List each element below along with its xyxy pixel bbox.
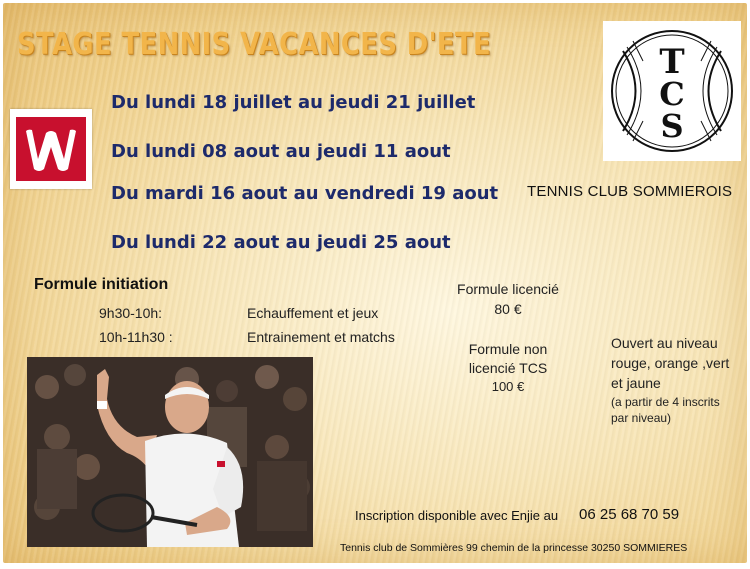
tcs-letter-c: C (659, 75, 685, 113)
club-address: Tennis club de Sommières 99 chemin de la princesse 30250 SOMMIERES (340, 542, 688, 554)
formule-licencie-label: Formule licencié (457, 281, 559, 297)
date-line-1: Du lundi 18 juillet au jeudi 21 juillet (111, 92, 476, 113)
formule-non-licencie-price: 100 € (491, 379, 525, 394)
formule-non-licencie-label-1: Formule non (468, 341, 548, 357)
date-line-4: Du lundi 22 aout au jeudi 25 aout (111, 232, 451, 253)
tcs-logo (603, 21, 741, 161)
schedule-activity-1: Echauffement et jeux (247, 305, 379, 321)
flyer-title: STAGE TENNIS VACANCES D'ETE (17, 27, 492, 62)
wilson-w-icon (16, 117, 86, 181)
niveau-line-2: rouge, orange ,vert (611, 355, 730, 371)
tcs-letter-t: T (659, 42, 685, 82)
flyer (3, 3, 747, 563)
schedule-time-1: 9h30-10h: (99, 305, 163, 321)
phone-number: 06 25 68 70 59 (579, 506, 680, 523)
wilson-logo (10, 109, 92, 189)
date-line-2: Du lundi 08 aout au jeudi 11 aout (111, 141, 451, 162)
club-name: TENNIS CLUB SOMMIEROIS (527, 183, 733, 200)
schedule-time-2: 10h-11h30 : (99, 329, 173, 345)
niveau-line-3: et jaune (611, 375, 661, 391)
formule-non-licencie-label-2: licencié TCS (468, 360, 548, 376)
date-line-3: Du mardi 16 aout au vendredi 19 aout (111, 183, 499, 204)
tcs-ball-icon (603, 21, 741, 161)
wilson-logo-badge (16, 117, 86, 181)
niveau-line-1: Ouvert au niveau (611, 335, 718, 351)
player-photo (27, 357, 313, 547)
formule-licencie-price: 80 € (494, 301, 522, 317)
schedule-activity-2: Entrainement et matchs (247, 329, 395, 345)
tcs-letter-s: S (660, 107, 684, 145)
niveau-note-2: par niveau) (611, 411, 672, 425)
inscription-text: Inscription disponible avec Enjie au (355, 508, 559, 523)
formule-initiation-title: Formule initiation (34, 276, 169, 293)
niveau-note-1: (a partir de 4 inscrits (611, 395, 720, 409)
player-illustration (27, 357, 313, 547)
